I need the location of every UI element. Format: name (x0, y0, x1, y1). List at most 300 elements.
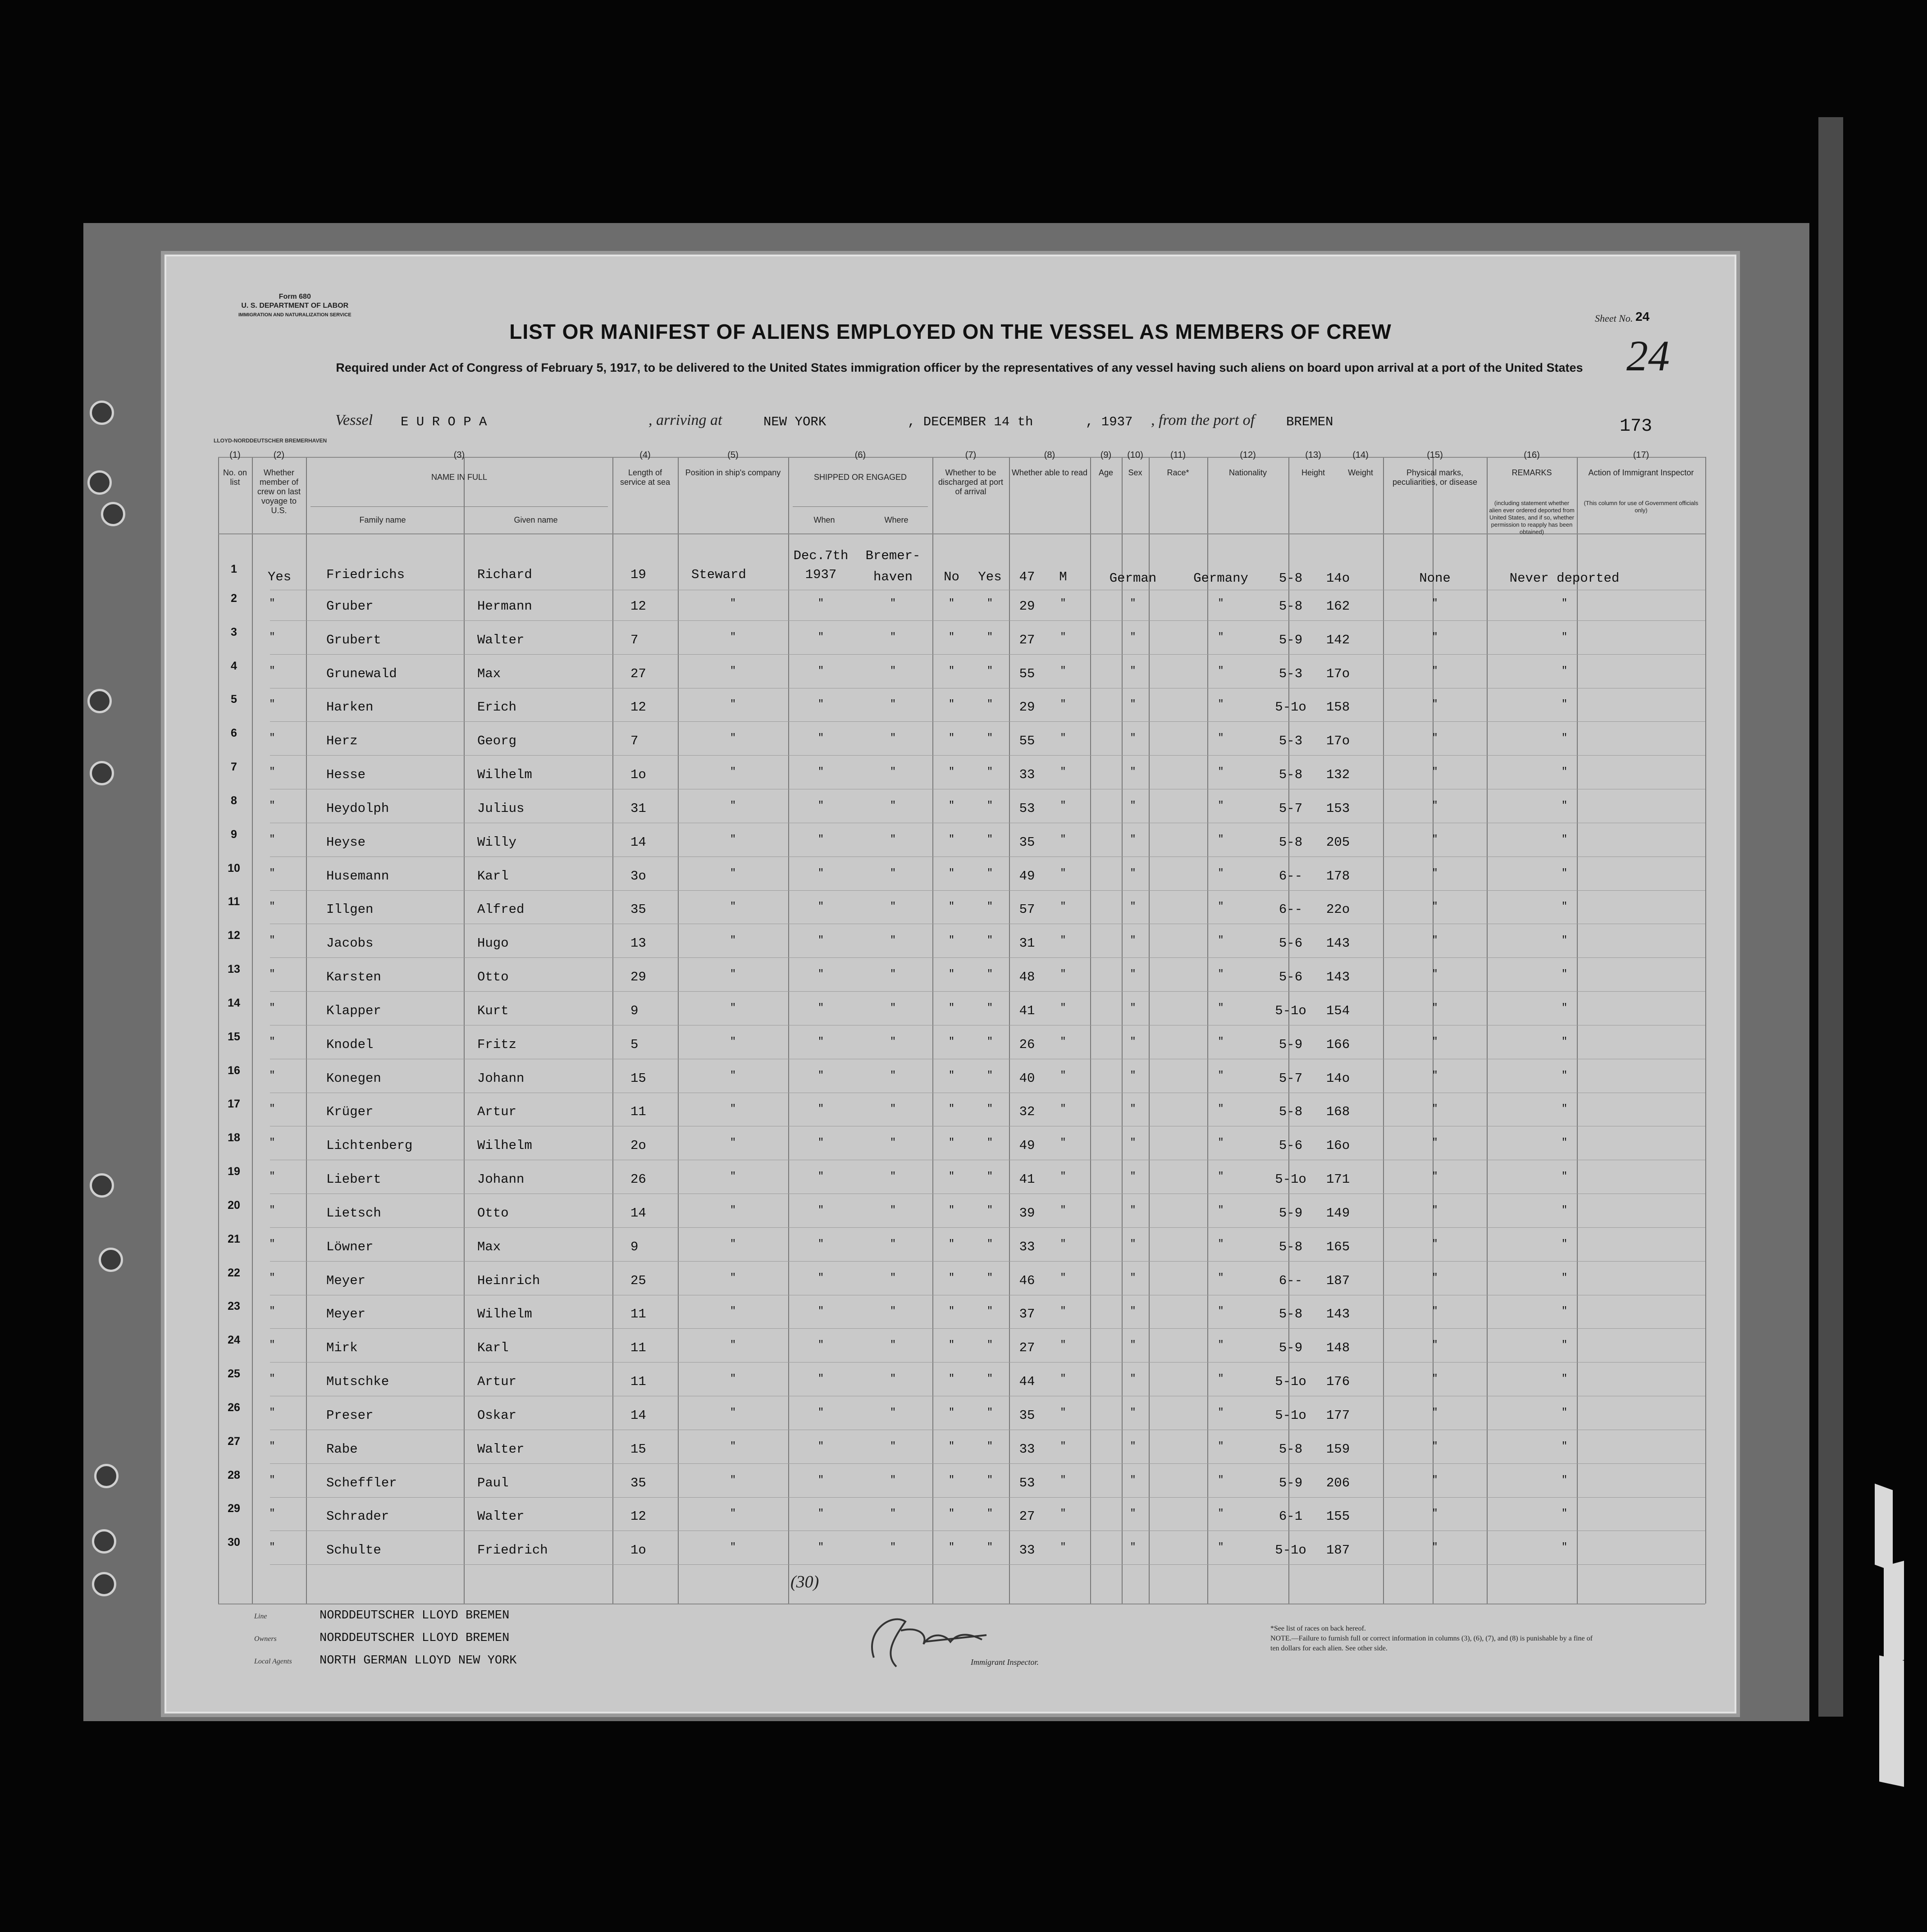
ditto-mark: " (1218, 833, 1224, 845)
row-number: 5 (231, 693, 237, 706)
service-length: 29 (630, 970, 646, 985)
weight-cell: 22o (1326, 902, 1350, 917)
ditto-mark: " (1130, 1103, 1136, 1115)
ditto-mark: " (986, 1238, 993, 1249)
given-name: Kurt (477, 1003, 509, 1018)
ditto-mark: " (1060, 1406, 1066, 1418)
given-name: Fritz (477, 1037, 517, 1052)
ditto-mark: " (1060, 1103, 1066, 1115)
ditto-mark: " (1130, 1305, 1136, 1317)
service-length: 5 (630, 1037, 639, 1052)
ditto-mark: " (1060, 597, 1066, 609)
column-rule (218, 457, 219, 1604)
vessel-line: Vessel E U R O P A , arriving at NEW YORK , DECEMBER 14 th , 1937 , from the port of BREMEN (335, 412, 1333, 429)
sheet-number-label: Sheet No. (1595, 313, 1633, 324)
service-length: 26 (630, 1172, 646, 1187)
column-number: (13) (1305, 450, 1321, 460)
weight-cell: 16o (1326, 1138, 1350, 1153)
ditto-mark: " (817, 1474, 824, 1485)
ditto-mark: " (1432, 1002, 1438, 1013)
ditto-mark: " (817, 1271, 824, 1283)
service-length: 12 (630, 1509, 646, 1524)
ditto-mark: " (1561, 631, 1568, 642)
family-name: Harken (326, 700, 374, 715)
row-rule (270, 1564, 1705, 1565)
row-rule (270, 957, 1705, 958)
ditto-mark: " (817, 968, 824, 980)
weight-cell: 187 (1326, 1273, 1350, 1288)
ditto-mark: " (948, 1305, 955, 1317)
ditto-mark: " (269, 1238, 275, 1249)
ditto-mark: " (890, 1238, 896, 1249)
ditto-mark: " (986, 968, 993, 980)
weight-cell: 155 (1326, 1509, 1350, 1524)
weight-cell: 178 (1326, 868, 1350, 884)
position-cell: Steward (691, 567, 746, 582)
column-subheader: Given name (514, 515, 558, 524)
ditto-mark: " (730, 1035, 736, 1047)
age-cell: 41 (1019, 1003, 1035, 1018)
ditto-mark: " (890, 934, 896, 946)
ditto-mark: " (730, 698, 736, 710)
service-length: 31 (630, 801, 646, 816)
ditto-mark: " (1432, 1069, 1438, 1081)
ditto-mark: " (890, 1204, 896, 1216)
service-length: 15 (630, 1071, 646, 1086)
column-header: Whether able to read (1011, 468, 1088, 477)
handwritten-count: (30) (790, 1572, 819, 1591)
age-cell: 33 (1019, 1441, 1035, 1457)
family-name: Karsten (326, 970, 381, 985)
ditto-mark: " (1561, 1508, 1568, 1519)
row-number: 23 (228, 1300, 240, 1313)
ditto-mark: " (986, 665, 993, 676)
ditto-mark: " (986, 597, 993, 609)
sex-cell: M (1059, 570, 1067, 584)
height-cell: 5-8 (1279, 1104, 1303, 1120)
ditto-mark: " (1060, 867, 1066, 879)
family-name: Klapper (326, 1003, 381, 1018)
row-number: 26 (228, 1401, 240, 1414)
service-length: 25 (630, 1273, 646, 1288)
service-length: 27 (630, 666, 646, 681)
ditto-mark: " (1432, 665, 1438, 676)
agents-label: Local Agents (254, 1658, 292, 1665)
ditto-mark: " (730, 665, 736, 676)
ditto-mark: " (817, 1406, 824, 1418)
ditto-mark: " (817, 1373, 824, 1385)
ditto-mark: " (730, 1069, 736, 1081)
family-name: Heyse (326, 834, 366, 850)
ditto-mark: " (1218, 631, 1224, 642)
ditto-mark: " (730, 799, 736, 811)
ditto-mark: " (986, 867, 993, 879)
ditto-mark: " (1130, 1406, 1136, 1418)
ditto-mark: " (890, 968, 896, 980)
height-cell: 5-9 (1279, 1205, 1303, 1221)
ditto-mark: " (1130, 833, 1136, 845)
ditto-mark: " (1561, 1541, 1568, 1553)
agents-value: NORTH GERMAN LLOYD NEW YORK (320, 1654, 517, 1668)
column-rule (1577, 457, 1578, 1604)
ditto-mark: " (817, 665, 824, 676)
ditto-mark: " (948, 631, 955, 642)
ditto-mark: " (730, 1474, 736, 1485)
ditto-mark: " (890, 1103, 896, 1115)
ditto-mark: " (1432, 1440, 1438, 1452)
ditto-mark: " (1432, 867, 1438, 879)
age-cell: 35 (1019, 1408, 1035, 1423)
row-number: 11 (228, 895, 240, 908)
ditto-mark: " (269, 833, 275, 845)
column-header: Nationality (1228, 468, 1267, 477)
ditto-mark: " (986, 1271, 993, 1283)
ditto-mark: " (1060, 1440, 1066, 1452)
row-number: 22 (228, 1266, 240, 1279)
weight-cell: 176 (1326, 1374, 1350, 1390)
age-cell: 57 (1019, 902, 1035, 917)
ditto-mark: " (1060, 1137, 1066, 1148)
service-length: 1o (630, 767, 646, 783)
weight-cell: 17o (1326, 734, 1350, 749)
given-name: Oskar (477, 1408, 517, 1423)
ditto-mark: " (948, 1035, 955, 1047)
column-rule (1122, 457, 1123, 1604)
row-number: 9 (231, 828, 237, 841)
sheet-number-value: 24 (1635, 310, 1650, 324)
service-length: 35 (630, 902, 646, 917)
ditto-mark: " (1432, 833, 1438, 845)
ditto-mark: " (890, 1137, 896, 1148)
row-number: 17 (228, 1098, 240, 1111)
ditto-mark: " (948, 1002, 955, 1013)
row-rule (270, 991, 1705, 992)
film-edge (1818, 117, 1843, 1717)
given-name: Johann (477, 1172, 525, 1187)
column-number: (4) (639, 450, 651, 460)
ditto-mark: " (890, 867, 896, 879)
line-value: NORDDEUTSCHER LLOYD BREMEN (320, 1609, 510, 1622)
ditto-mark: " (986, 1339, 993, 1351)
age-cell: 26 (1019, 1037, 1035, 1052)
row-number: 27 (228, 1435, 240, 1448)
binder-hole (99, 1248, 123, 1272)
ditto-mark: " (730, 934, 736, 946)
age-cell: 27 (1019, 632, 1035, 647)
ditto-mark: " (1130, 1373, 1136, 1385)
family-name: Grubert (326, 632, 381, 647)
ditto-mark: " (1130, 631, 1136, 642)
service-length: 11 (630, 1340, 646, 1356)
row-rule (270, 654, 1705, 655)
ditto-mark: " (817, 833, 824, 845)
ditto-mark: " (1561, 597, 1568, 609)
given-name: Johann (477, 1071, 525, 1086)
ditto-mark: " (269, 1474, 275, 1485)
ditto-mark: " (1432, 1204, 1438, 1216)
ditto-mark: " (890, 1339, 896, 1351)
height-cell: 5-8 (1279, 1239, 1303, 1254)
ditto-mark: " (817, 1305, 824, 1317)
height-cell: 5-3 (1279, 666, 1303, 681)
height-cell: 5-8 (1279, 599, 1303, 614)
height-cell: 5-8 (1279, 1307, 1303, 1322)
ditto-mark: " (986, 1541, 993, 1553)
given-name: Max (477, 666, 501, 681)
given-name: Karl (477, 868, 509, 884)
family-name: Gruber (326, 599, 374, 614)
line-label: Line (254, 1613, 267, 1620)
age-cell: 55 (1019, 666, 1035, 681)
ditto-mark: " (730, 732, 736, 744)
ditto-mark: " (269, 799, 275, 811)
ditto-mark: " (1060, 1339, 1066, 1351)
ditto-mark: " (1060, 1373, 1066, 1385)
ditto-mark: " (817, 1440, 824, 1452)
ditto-mark: " (1060, 1508, 1066, 1519)
ditto-mark: " (1561, 1440, 1568, 1452)
ditto-mark: " (817, 1508, 824, 1519)
family-name: Jacobs (326, 936, 374, 951)
column-header: Sex (1128, 468, 1142, 477)
column-header: Position in ship's company (685, 468, 781, 477)
service-length: 3o (630, 868, 646, 884)
ditto-mark: " (890, 1305, 896, 1317)
family-name: Krüger (326, 1104, 374, 1120)
age-cell: 48 (1019, 970, 1035, 985)
row-number: 1 (231, 563, 237, 575)
ditto-mark: " (890, 1002, 896, 1013)
ditto-mark: " (1060, 901, 1066, 912)
ditto-mark: " (730, 1541, 736, 1553)
service-length: 11 (630, 1307, 646, 1322)
ditto-mark: " (986, 631, 993, 642)
ditto-mark: " (890, 1440, 896, 1452)
given-name: Wilhelm (477, 767, 532, 783)
ditto-mark: " (730, 1271, 736, 1283)
column-number: (6) (854, 450, 866, 460)
service-length: 7 (630, 632, 639, 647)
ditto-mark: " (1130, 1171, 1136, 1182)
given-name: Alfred (477, 902, 525, 917)
ditto-mark: " (269, 1035, 275, 1047)
weight-cell: 165 (1326, 1239, 1350, 1254)
ditto-mark: " (1561, 1171, 1568, 1182)
row-number: 30 (228, 1536, 240, 1549)
ditto-mark: " (817, 799, 824, 811)
ditto-mark: " (1060, 1541, 1066, 1553)
ditto-mark: " (730, 1137, 736, 1148)
column-number: (9) (1100, 450, 1112, 460)
ditto-mark: " (1060, 1035, 1066, 1047)
height-cell: 5-8 (1279, 767, 1303, 783)
ditto-mark: " (1218, 1305, 1224, 1317)
ditto-mark: " (817, 1069, 824, 1081)
ditto-mark: " (269, 1440, 275, 1452)
ditto-mark: " (730, 1508, 736, 1519)
height-cell: 5-7 (1279, 1071, 1303, 1086)
ditto-mark: " (1561, 934, 1568, 946)
height-cell: 5-1o (1275, 1408, 1306, 1423)
ditto-mark: " (1218, 1171, 1224, 1182)
service-length: 9 (630, 1003, 639, 1018)
ditto-mark: " (986, 1002, 993, 1013)
height-cell: 5-6 (1279, 936, 1303, 951)
height-cell: 5-8 (1279, 571, 1303, 586)
given-name: Willy (477, 834, 517, 850)
ditto-mark: " (269, 1002, 275, 1013)
column-number: (17) (1633, 450, 1649, 460)
ditto-mark: " (1561, 1238, 1568, 1249)
ditto-mark: " (730, 766, 736, 778)
ditto-mark: " (986, 698, 993, 710)
shipped-where: Bremer- (865, 548, 921, 563)
ditto-mark: " (1060, 1474, 1066, 1485)
ditto-mark: " (948, 597, 955, 609)
ditto-mark: " (1130, 1271, 1136, 1283)
ditto-mark: " (1432, 901, 1438, 912)
weight-cell: 143 (1326, 936, 1350, 951)
height-cell: 5-1o (1275, 1374, 1306, 1390)
given-name: Richard (477, 567, 532, 582)
family-name: Mirk (326, 1340, 358, 1356)
ditto-mark: " (890, 1171, 896, 1182)
service-length: 15 (630, 1441, 646, 1457)
weight-cell: 206 (1326, 1475, 1350, 1490)
ditto-mark: " (817, 732, 824, 744)
ditto-mark: " (269, 1171, 275, 1182)
ditto-mark: " (890, 901, 896, 912)
service-length: 14 (630, 1205, 646, 1221)
ditto-mark: " (1218, 901, 1224, 912)
ditto-mark: " (269, 732, 275, 744)
row-number: 15 (228, 1030, 240, 1043)
ditto-mark: " (730, 867, 736, 879)
ditto-mark: " (817, 1035, 824, 1047)
family-name: Husemann (326, 868, 389, 884)
ditto-mark: " (1130, 799, 1136, 811)
row-number: 4 (231, 659, 237, 672)
binder-hole (94, 1464, 119, 1488)
column-rule (1705, 457, 1706, 1604)
ditto-mark: " (1218, 968, 1224, 980)
ditto-mark: " (1218, 698, 1224, 710)
service-length: 14 (630, 1408, 646, 1423)
age-cell: 33 (1019, 1239, 1035, 1254)
ditto-mark: " (1218, 1373, 1224, 1385)
ditto-mark: " (1561, 867, 1568, 879)
family-name: Schrader (326, 1509, 389, 1524)
ditto-mark: " (1218, 1069, 1224, 1081)
ditto-mark: " (986, 1406, 993, 1418)
family-name: Illgen (326, 902, 374, 917)
column-header: Height (1301, 468, 1325, 477)
given-name: Artur (477, 1374, 517, 1390)
ditto-mark: " (1130, 1541, 1136, 1553)
ditto-mark: " (890, 1069, 896, 1081)
ditto-mark: " (269, 1508, 275, 1519)
service-length: 11 (630, 1104, 646, 1120)
ditto-mark: " (1561, 1137, 1568, 1148)
ditto-mark: " (1218, 1406, 1224, 1418)
column-rule (678, 457, 679, 1604)
ditto-mark: " (1561, 1035, 1568, 1047)
family-name: Liebert (326, 1172, 381, 1187)
ditto-mark: " (948, 1474, 955, 1485)
ditto-mark: " (730, 1373, 736, 1385)
family-name: Mutschke (326, 1374, 389, 1390)
service-length: 12 (630, 700, 646, 715)
ditto-mark: " (1561, 1373, 1568, 1385)
weight-cell: 162 (1326, 599, 1350, 614)
ditto-mark: " (890, 766, 896, 778)
binder-hole (90, 761, 114, 785)
ditto-mark: " (948, 1204, 955, 1216)
row-number: 24 (228, 1334, 240, 1347)
ditto-mark: " (1561, 901, 1568, 912)
given-name: Walter (477, 1509, 525, 1524)
row-rule (270, 1261, 1705, 1262)
age-cell: 40 (1019, 1071, 1035, 1086)
family-name: Lietsch (326, 1205, 381, 1221)
ditto-mark: " (1432, 1339, 1438, 1351)
column-header: REMARKS (1511, 468, 1552, 477)
ditto-mark: " (1561, 799, 1568, 811)
height-cell: 5-6 (1279, 970, 1303, 985)
weight-cell: 177 (1326, 1408, 1350, 1423)
row-number: 6 (231, 727, 237, 740)
manifest-sheet (164, 255, 1736, 1713)
nationality-cell: Germany (1193, 571, 1248, 586)
row-number: 29 (228, 1502, 240, 1515)
form-number: Form 680 U. S. DEPARTMENT OF LABOR IMMIGRATION AND NATURALIZATION SERVICE (238, 293, 352, 318)
ditto-mark: " (1218, 1474, 1224, 1485)
ditto-mark: " (269, 1271, 275, 1283)
ditto-mark: " (1561, 732, 1568, 744)
ditto-mark: " (817, 1204, 824, 1216)
height-cell: 5-8 (1279, 834, 1303, 850)
ditto-mark: " (730, 631, 736, 642)
ditto-mark: " (1561, 1339, 1568, 1351)
shipped-when: Dec.7th (793, 548, 849, 563)
ditto-mark: " (730, 1440, 736, 1452)
ditto-mark: " (1561, 1474, 1568, 1485)
service-length: 11 (630, 1374, 646, 1390)
height-cell: 5-7 (1279, 801, 1303, 816)
page-title: LIST OR MANIFEST OF ALIENS EMPLOYED ON THE VESSEL AS MEMBERS OF CREW (509, 320, 1392, 343)
ditto-mark: " (1432, 732, 1438, 744)
ditto-mark: " (1130, 1508, 1136, 1519)
ditto-mark: " (1130, 1440, 1136, 1452)
height-cell: 5-1o (1275, 1172, 1306, 1187)
ditto-mark: " (1561, 1103, 1568, 1115)
given-name: Wilhelm (477, 1138, 532, 1153)
ditto-mark: " (730, 1103, 736, 1115)
given-name: Heinrich (477, 1273, 540, 1288)
stamp-line: LLOYD-NORDDEUTSCHER BREMERHAVEN (214, 437, 327, 444)
column-rule (252, 457, 253, 1604)
ditto-mark: " (817, 597, 824, 609)
ditto-mark: " (948, 867, 955, 879)
handwritten-sheet-number: 24 (1626, 332, 1670, 380)
marks-cell: None (1419, 571, 1451, 586)
ditto-mark: " (1130, 1137, 1136, 1148)
ditto-mark: " (1130, 766, 1136, 778)
ditto-mark: " (948, 1069, 955, 1081)
ditto-mark: " (948, 732, 955, 744)
binder-hole (101, 502, 125, 526)
page-subtitle: Required under Act of Congress of February 5, 1917, to be delivered to the United States immigration officer by the representatives of any vessel having such aliens on board upon arrival at a port of the United States (336, 361, 1583, 374)
